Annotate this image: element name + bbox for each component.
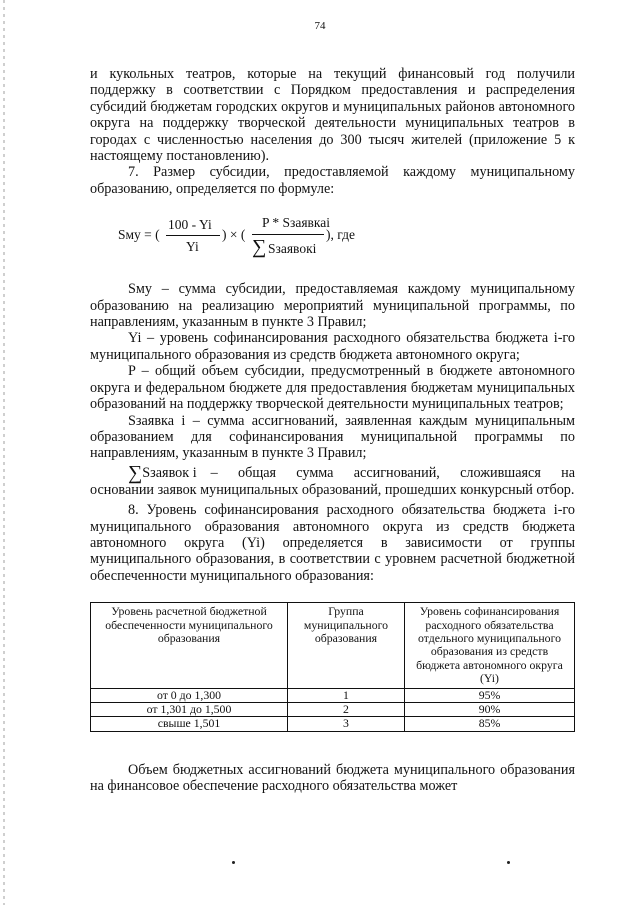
cell-group: 2: [288, 703, 405, 717]
sigma-symbol: ∑: [252, 236, 267, 259]
formula-tail: ), где: [326, 227, 355, 243]
paragraph-after-table: Объем бюджетных ассигнований бюджета муниципального образования на финансовое обеспечение расходного обязательства может: [90, 761, 575, 795]
scan-speck: [507, 861, 510, 864]
subsidy-formula: [90, 205, 575, 263]
paragraph-7: 7. Размер субсидии, предоставляемой каждому муниципальному образованию, определяется по формуле:: [90, 164, 575, 197]
page-number: 74: [314, 20, 326, 32]
cell-range: от 1,301 до 1,500: [91, 703, 288, 717]
formula-den1: Yi: [186, 239, 199, 255]
table-row: [91, 688, 575, 702]
cell-percent: 85%: [405, 717, 575, 731]
cofinancing-table: [90, 602, 575, 732]
cell-group: 3: [288, 717, 405, 731]
formula-lhs: Sму = (: [118, 227, 160, 243]
table-row: [91, 703, 575, 717]
fraction-bar-1: [166, 235, 220, 236]
scan-speck: [232, 861, 235, 864]
formula-num1: 100 - Yi: [168, 217, 212, 233]
definition-p: P – общий объем субсидии, предусмотренный в бюджете автономного округа и федеральном бюджете для предоставления бюджетам муниципальных образований на поддержку творческой деятельности муниципальных театров;: [90, 363, 575, 413]
cell-percent: 90%: [405, 703, 575, 717]
sum-label: Sзаявок i: [142, 465, 197, 482]
sum-text-line1: – общая сумма ассигнований, сложившаяся на: [210, 465, 575, 482]
cell-range: от 0 до 1,300: [91, 688, 288, 702]
cell-range: свыше 1,501: [91, 717, 288, 731]
header-cofinancing: Уровень софинансирования расходного обязательства отдельного муниципального образования из средств бюджета автономного округа (Yi): [405, 603, 575, 688]
sigma-symbol: ∑: [128, 461, 143, 484]
document-body: [90, 66, 575, 795]
header-budget-level: Уровень расчетной бюджетной обеспеченности муниципального образования: [91, 603, 288, 688]
paragraph-intro: и кукольных театров, которые на текущий финансовый год получили поддержку в соответствии с Порядком предоставления и распределения субсидий бюджетам городских округов и муниципальных районов автономного округа на поддержку творческой деятельности муниципальных театров в городах с численностью населения до 300 тысяч жителей (приложение 5 к настоящему постановлению).: [90, 66, 575, 165]
fraction-bar-2: [252, 234, 324, 235]
definition-szayavka: Sзаявка i – сумма ассигнований, заявленная каждым муниципальным образованием для софинансирования муниципальной программы по направлениям, указанным в пункте 3 Правил;: [90, 412, 575, 462]
header-group: Группа муниципального образования: [288, 603, 405, 688]
cell-percent: 95%: [405, 688, 575, 702]
scan-edge: [3, 0, 5, 905]
definition-yi: Yi – уровень софинансирования расходного обязательства бюджета i-го муниципального образования из средств бюджета автономного округа;: [90, 330, 575, 363]
cell-group: 1: [288, 688, 405, 702]
table-row: [91, 717, 575, 731]
paragraph-8: 8. Уровень софинансирования расходного обязательства бюджета i-го муниципального образования автономного округа из средств бюджета автономного округа (Yi) определяется в зависимости от группы муниципального образования, в соответствии с уровнем расчетной бюджетной обеспеченности муниципального образования:: [90, 502, 575, 584]
table-header-row: [91, 603, 575, 688]
definition-smu: Sму – сумма субсидии, предоставляемая каждому муниципальному образованию на реализацию мероприятий муниципальной программы, по направлениям, указанным в пункте 3 Правил;: [90, 281, 575, 331]
formula-den2: Sзаявокi: [268, 241, 317, 257]
formula-num2: P * Sзаявкаi: [262, 215, 331, 231]
definition-sum-rest: основании заявок муниципальных образований, прошедших конкурсный отбор.: [90, 481, 575, 498]
formula-mid: ) × (: [222, 227, 246, 243]
definition-sum-line: [90, 461, 575, 484]
